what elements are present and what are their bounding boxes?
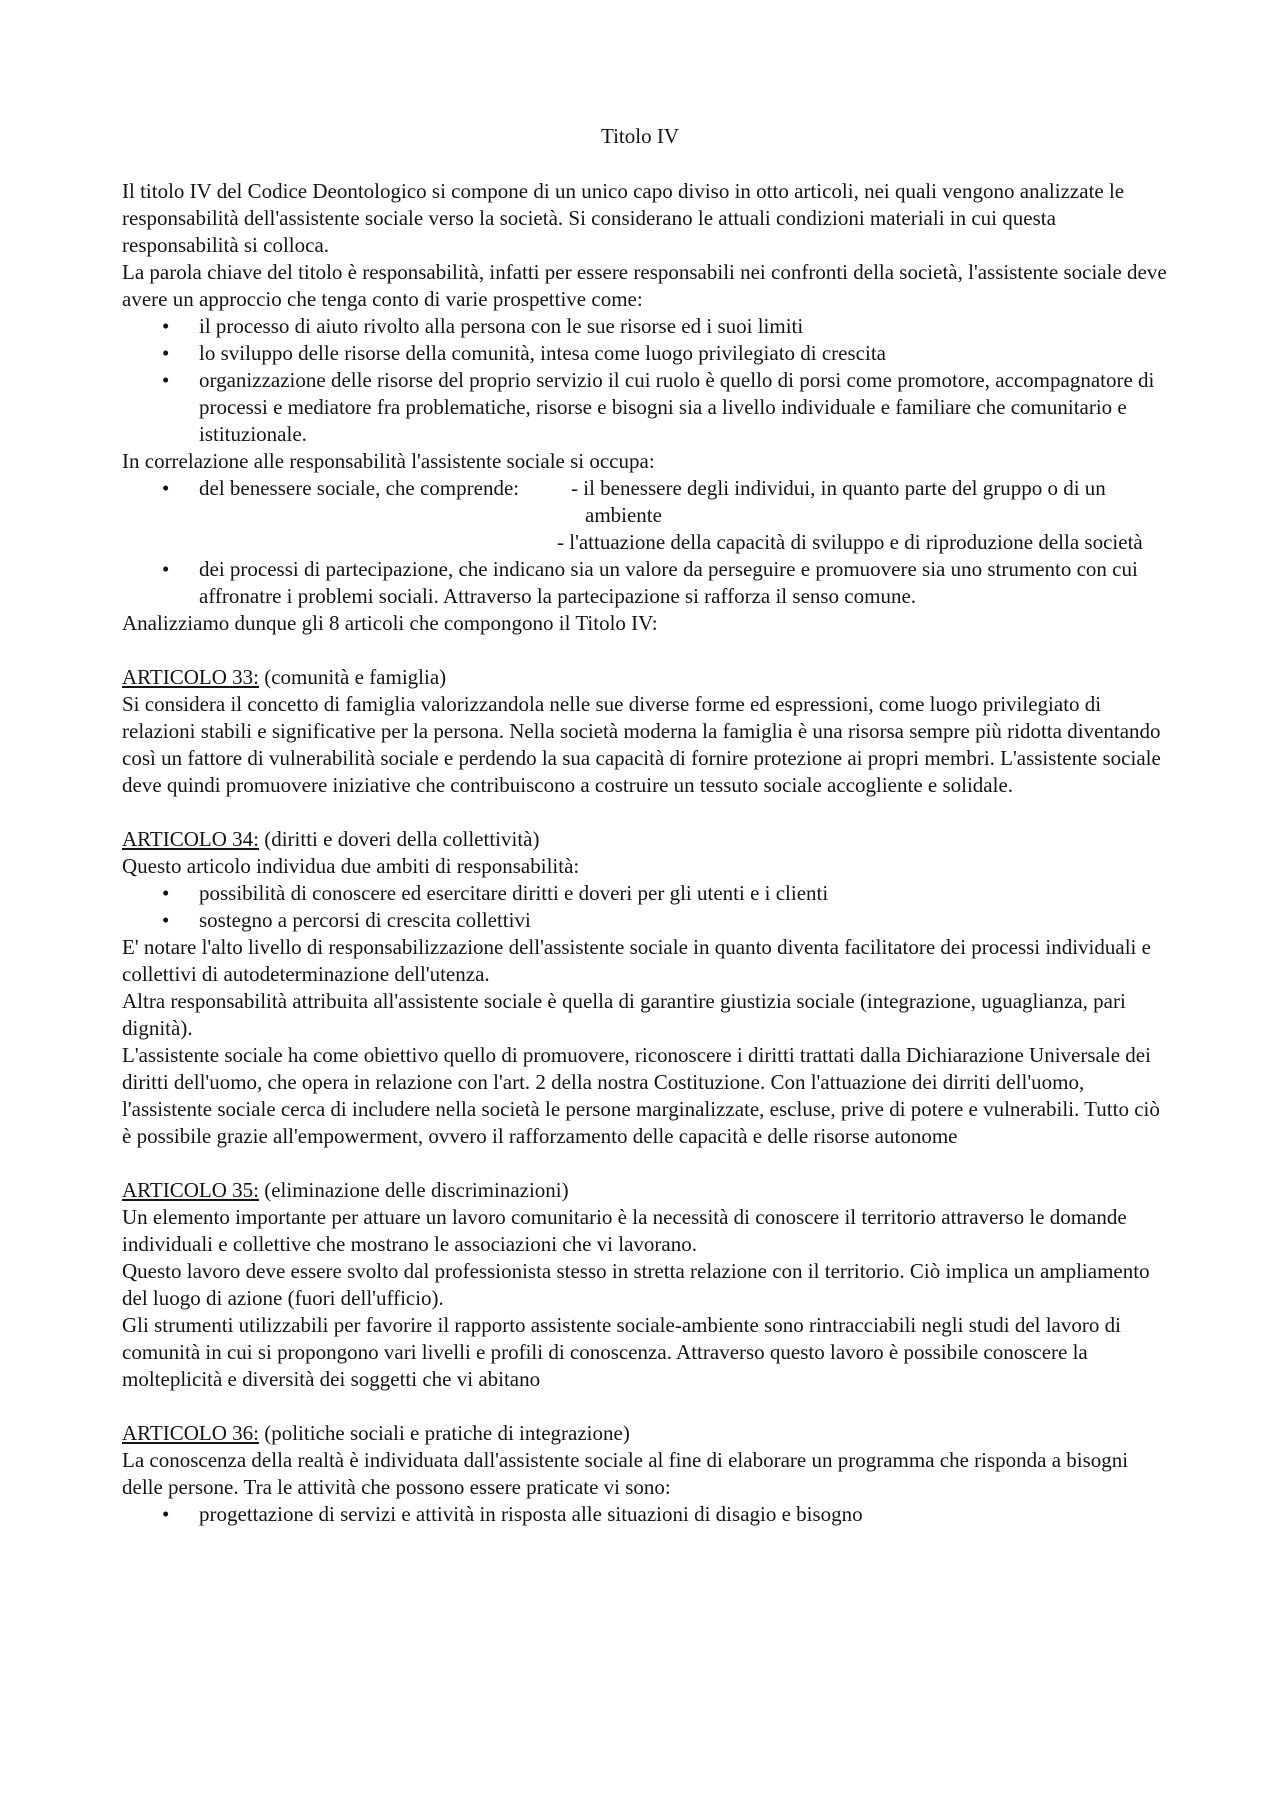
- page-title: Titolo IV: [600, 124, 679, 148]
- list-item-benessere: [122, 475, 1167, 556]
- list-item: • lo sviluppo delle risorse della comunità, intesa come luogo privilegiato di crescita: [162, 341, 886, 365]
- intro-paragraph-1: Il titolo IV del Codice Deontologico si compone di un unico capo diviso in otto articoli, nei quali vengono analizzate le responsabilità dell'assistente sociale verso la società. Si considerano le attuali condizioni materiali in cui questa responsabilità si colloca.: [122, 179, 1125, 257]
- intro-paragraph-4: Analizziamo dunque gli 8 articoli che compongono il Titolo IV:: [122, 611, 658, 635]
- bullet-icon: •: [162, 908, 170, 932]
- list-item: • possibilità di conoscere ed esercitare diritti e doveri per gli utenti e i clienti: [162, 881, 829, 905]
- intro-paragraph-2: La parola chiave del titolo è responsabilità, infatti per essere responsabili nei confronti della società, l'assistente sociale deve avere un approccio che tenga conto di varie prospettive come:: [122, 260, 1167, 311]
- article-33-heading: ARTICOLO 33: (comunità e famiglia): [122, 665, 447, 689]
- benessere-sub-1: - il benessere degli individui, in quanto parte del gruppo o di un ambiente: [571, 476, 1106, 527]
- article-34-paragraph-2: Altra responsabilità attribuita all'assistente sociale è quella di garantire giustizia sociale (integrazione, uguaglianza, pari dignità).: [122, 989, 1126, 1040]
- intro-bullet-list: [122, 313, 1167, 448]
- article-35-paragraph-3: Gli strumenti utilizzabili per favorire il rapporto assistente sociale-ambiente sono rintracciabili negli studi del lavoro di comunità in cui si propongono vari livelli e profili di conoscenza. Attraverso questo lavoro è possibile conoscere la molteplicità e diversità dei soggetti che vi abitano: [122, 1313, 1121, 1391]
- article-34-bullet-list: [122, 880, 1167, 934]
- responsibilities-list: [122, 475, 1167, 610]
- article-34-paragraph-1: E' notare l'alto livello di responsabilizzazione dell'assistente sociale in quanto diventa facilitatore dei processi individuali e collettivi di autodeterminazione dell'utenza.: [122, 935, 1151, 986]
- article-34-heading: ARTICOLO 34: (diritti e doveri della collettività): [122, 827, 540, 851]
- intro-paragraph-3: In correlazione alle responsabilità l'assistente sociale si occupa:: [122, 449, 655, 473]
- article-34-paragraph-3: L'assistente sociale ha come obiettivo quello di promuovere, riconoscere i diritti trattati dalla Dichiarazione Universale dei diritti dell'uomo, che opera in relazione con l'art. 2 della nostra Costituzione. Con l'attuazione dei dirriti dell'uomo, l'assistente sociale cerca di includere nella società le persone marginalizzate, escluse, prive di potere e vulnerabili. Tutto ciò è possibile grazie all'empowerment, ovvero il rafforzamento delle capacità e delle risorse autonome: [122, 1043, 1160, 1148]
- bullet-icon: •: [162, 476, 170, 500]
- article-36-bullet-list: [122, 1501, 1167, 1528]
- article-36-heading: ARTICOLO 36: (politiche sociali e pratiche di integrazione): [122, 1421, 630, 1445]
- bullet-icon: •: [162, 341, 170, 365]
- list-item: • organizzazione delle risorse del proprio servizio il cui ruolo è quello di porsi come promotore, accompagnatore di processi e mediatore fra problematiche, risorse e bisogni sia a livello individuale e familiare che comunitario e istituzionale.: [162, 368, 1155, 446]
- article-36-paragraph-1: La conoscenza della realtà è individuata dall'assistente sociale al fine di elaborare un programma che risponda a bisogni delle persone. Tra le attività che possono essere praticate vi sono:: [122, 1448, 1129, 1499]
- bullet-icon: •: [162, 1502, 170, 1526]
- list-item: • sostegno a percorsi di crescita collettivi: [162, 908, 531, 932]
- article-35-paragraph-1: Un elemento importante per attuare un lavoro comunitario è la necessità di conoscere il territorio attraverso le domande individuali e collettive che mostrano le associazioni che vi lavorano.: [122, 1205, 1127, 1256]
- article-35-heading: ARTICOLO 35: (eliminazione delle discriminazioni): [122, 1178, 569, 1202]
- article-35-paragraph-2: Questo lavoro deve essere svolto dal professionista stesso in stretta relazione con il territorio. Ciò implica un ampliamento del luogo di azione (fuori dell'ufficio).: [122, 1259, 1150, 1310]
- benessere-label: del benessere sociale, che comprende:: [199, 476, 520, 500]
- article-34-intro: Questo articolo individua due ambiti di responsabilità:: [122, 854, 580, 878]
- article-33-text: Si considera il concetto di famiglia valorizzandola nelle sue diverse forme ed espressioni, come luogo privilegiato di relazioni stabili e significative per la persona. Nella società moderna la famiglia è una risorsa sempre più ridotta diventando così un fattore di vulnerabilità sociale e perdendo la sua capacità di fornire protezione ai propri membri. L'assistente sociale deve quindi promuovere iniziative che contribuiscono a costruire un tessuto sociale accogliente e solidale.: [122, 692, 1161, 797]
- list-item: • progettazione di servizi e attività in risposta alle situazioni di disagio e bisogno: [162, 1502, 863, 1526]
- bullet-icon: •: [162, 881, 170, 905]
- bullet-icon: •: [162, 557, 170, 581]
- bullet-icon: •: [162, 314, 170, 338]
- list-item: • il processo di aiuto rivolto alla persona con le sue risorse ed i suoi limiti: [162, 314, 804, 338]
- benessere-sub-2: - l'attuazione della capacità di sviluppo e di riproduzione della società: [557, 530, 1143, 554]
- list-item-partecipazione: • dei processi di partecipazione, che indicano sia un valore da perseguire e promuovere sia uno strumento con cui affronatre i problemi sociali. Attraverso la partecipazione si rafforza il senso comune.: [162, 557, 1138, 608]
- bullet-icon: •: [162, 368, 170, 392]
- document-body: [122, 178, 1167, 1528]
